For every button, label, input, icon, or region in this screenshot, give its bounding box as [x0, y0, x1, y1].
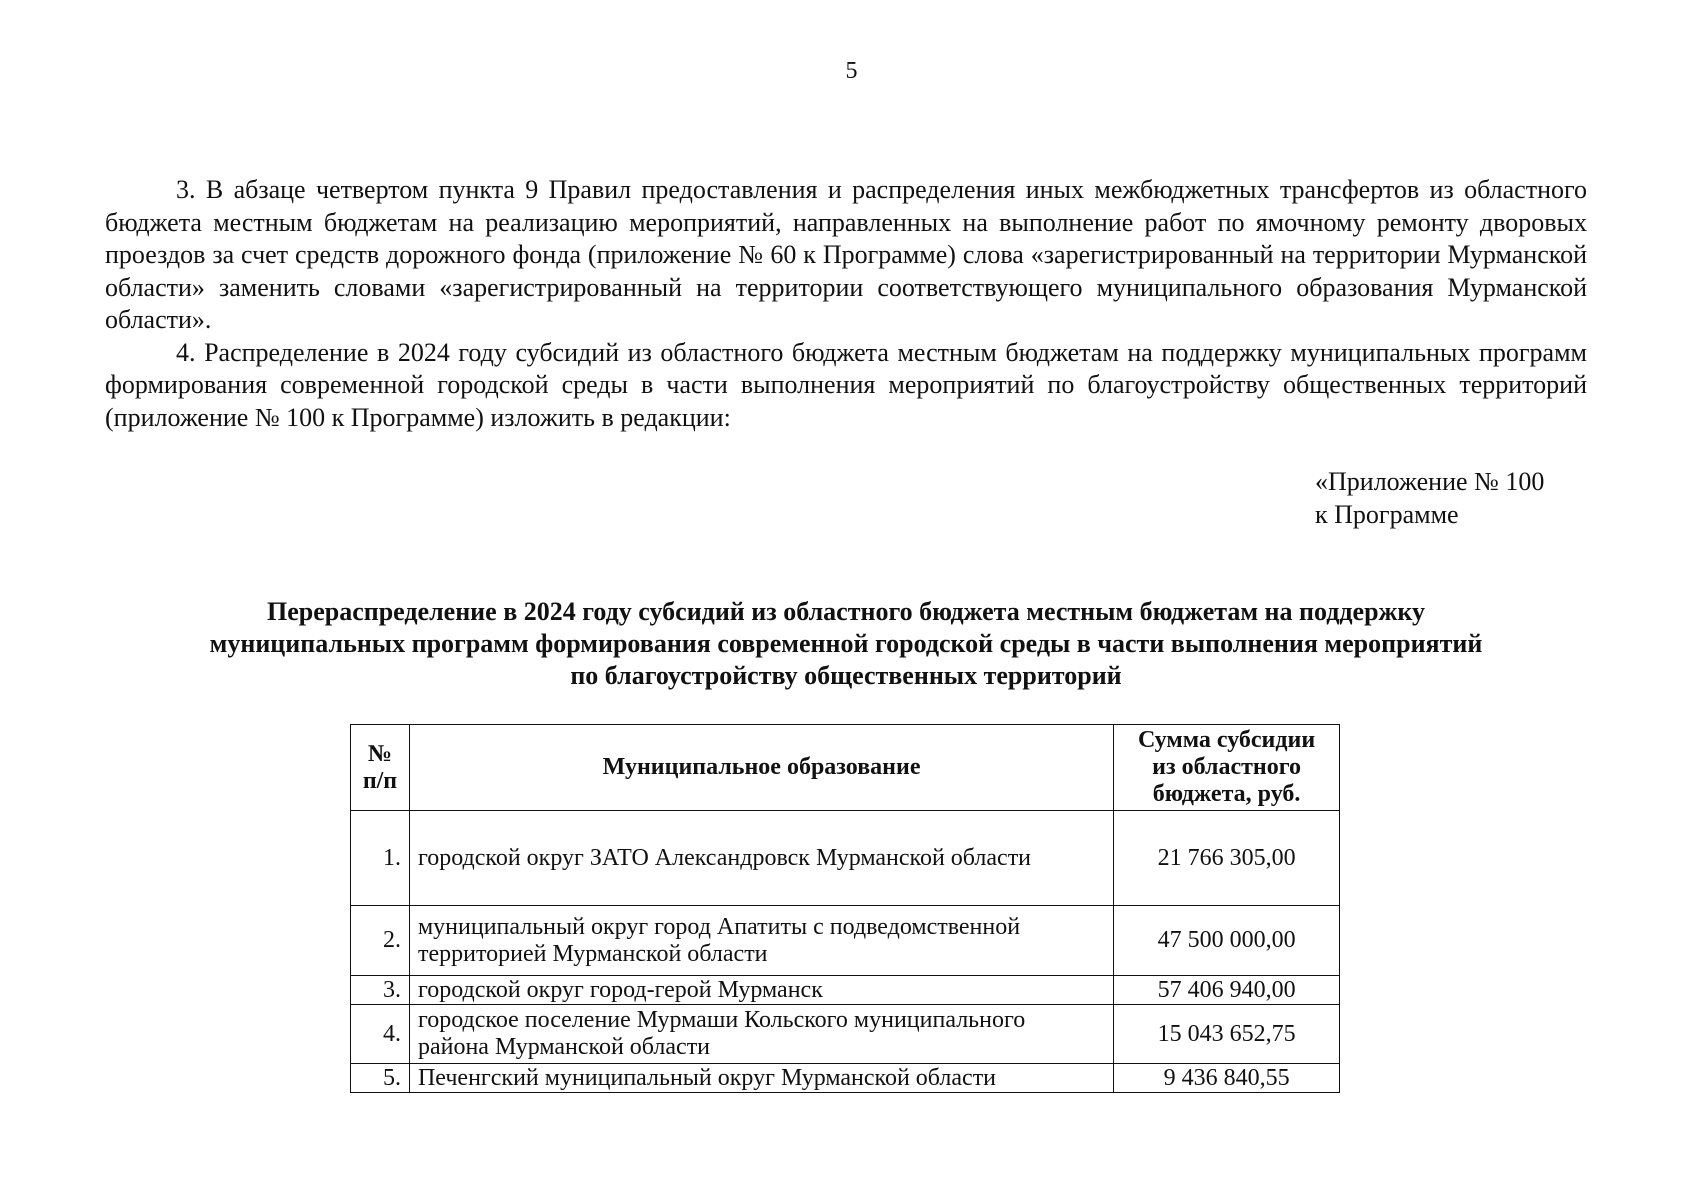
table-title — [105, 596, 1587, 692]
table-row — [351, 1005, 1340, 1064]
subsidy-amount: 57 406 940,00 — [1114, 976, 1340, 1005]
appendix-program: к Программе — [1315, 499, 1459, 529]
municipality-name: городской округ ЗАТО Александровск Мурманской области — [409, 811, 1113, 906]
column-header-sum-line: бюджета, руб. — [1152, 781, 1301, 807]
subsidy-amount: 15 043 652,75 — [1114, 1005, 1340, 1064]
row-number: 5. — [351, 1064, 410, 1093]
column-header-number-line: п/п — [362, 767, 398, 794]
table-row — [351, 1064, 1340, 1093]
row-number: 1. — [351, 811, 410, 906]
municipality-name-line: городское поселение Мурмаши Кольского муниципального — [417, 1007, 1026, 1033]
column-header-sum-line: Сумма субсидии — [1137, 727, 1316, 753]
table-row — [351, 906, 1340, 976]
column-header-number-line: № — [367, 740, 393, 767]
table-title-line: Перераспределение в 2024 году субсидий из областного бюджета местным бюджетам на поддержку — [266, 597, 1426, 626]
appendix-number: «Приложение № 100 — [1315, 467, 1545, 496]
paragraph-4: 4. Распределение в 2024 году субсидий из областного бюджета местным бюджетам на поддержку муниципальных программ формирования современной городской среды в части выполнения мероприятий по благоустройству общественных территорий (приложение № 100 к Программе) изложить в редакции: — [105, 337, 1587, 432]
row-number: 3. — [351, 976, 410, 1005]
appendix-reference — [1315, 466, 1544, 531]
municipality-name: Печенгский муниципальный округ Мурманской области — [409, 1064, 1113, 1093]
municipality-name: городской округ город-герой Мурманск — [409, 976, 1113, 1005]
row-number: 4. — [351, 1005, 410, 1064]
subsidy-amount: 21 766 305,00 — [1114, 811, 1340, 906]
table-row — [351, 976, 1340, 1005]
subsidy-amount: 9 436 840,55 — [1114, 1064, 1340, 1093]
municipality-name — [409, 1005, 1113, 1064]
municipality-name-line: района Мурманской области — [417, 1034, 711, 1060]
column-header-number — [351, 725, 410, 811]
subsidy-amount: 47 500 000,00 — [1114, 906, 1340, 976]
municipality-name — [409, 906, 1113, 976]
column-header-sum-line: из областного — [1152, 754, 1302, 780]
row-number: 2. — [351, 906, 410, 976]
page-number: 5 — [845, 58, 858, 84]
municipality-name-line: муниципальный округ город Апатиты с подведомственной — [417, 913, 1021, 940]
body-text — [105, 174, 1587, 434]
table-title-line: муниципальных программ формирования современной городской среды в части выполнения мероприятий — [209, 629, 1483, 658]
column-header-municipality: Муниципальное образование — [409, 725, 1113, 811]
municipality-name-line: территорией Мурманской области — [417, 940, 768, 967]
subsidy-distribution-table — [350, 724, 1340, 1093]
paragraph-3: 3. В абзаце четвертом пункта 9 Правил предоставления и распределения иных межбюджетных трансфертов из областного бюджета местным бюджетам на реализацию мероприятий, направленных на выполнение работ по ямочному ремонту дворовых проездов за счет средств дорожного фонда (приложение № 60 к Программе) слова «зарегистрированный на территории Мурманской области» заменить словами «зарегистрированный на территории соответствующего муниципального образования Мурманской области». — [105, 175, 1587, 334]
column-header-sum — [1114, 725, 1340, 811]
table-row — [351, 811, 1340, 906]
table-header-row — [351, 725, 1340, 811]
table-title-line: по благоустройству общественных территорий — [570, 661, 1122, 690]
